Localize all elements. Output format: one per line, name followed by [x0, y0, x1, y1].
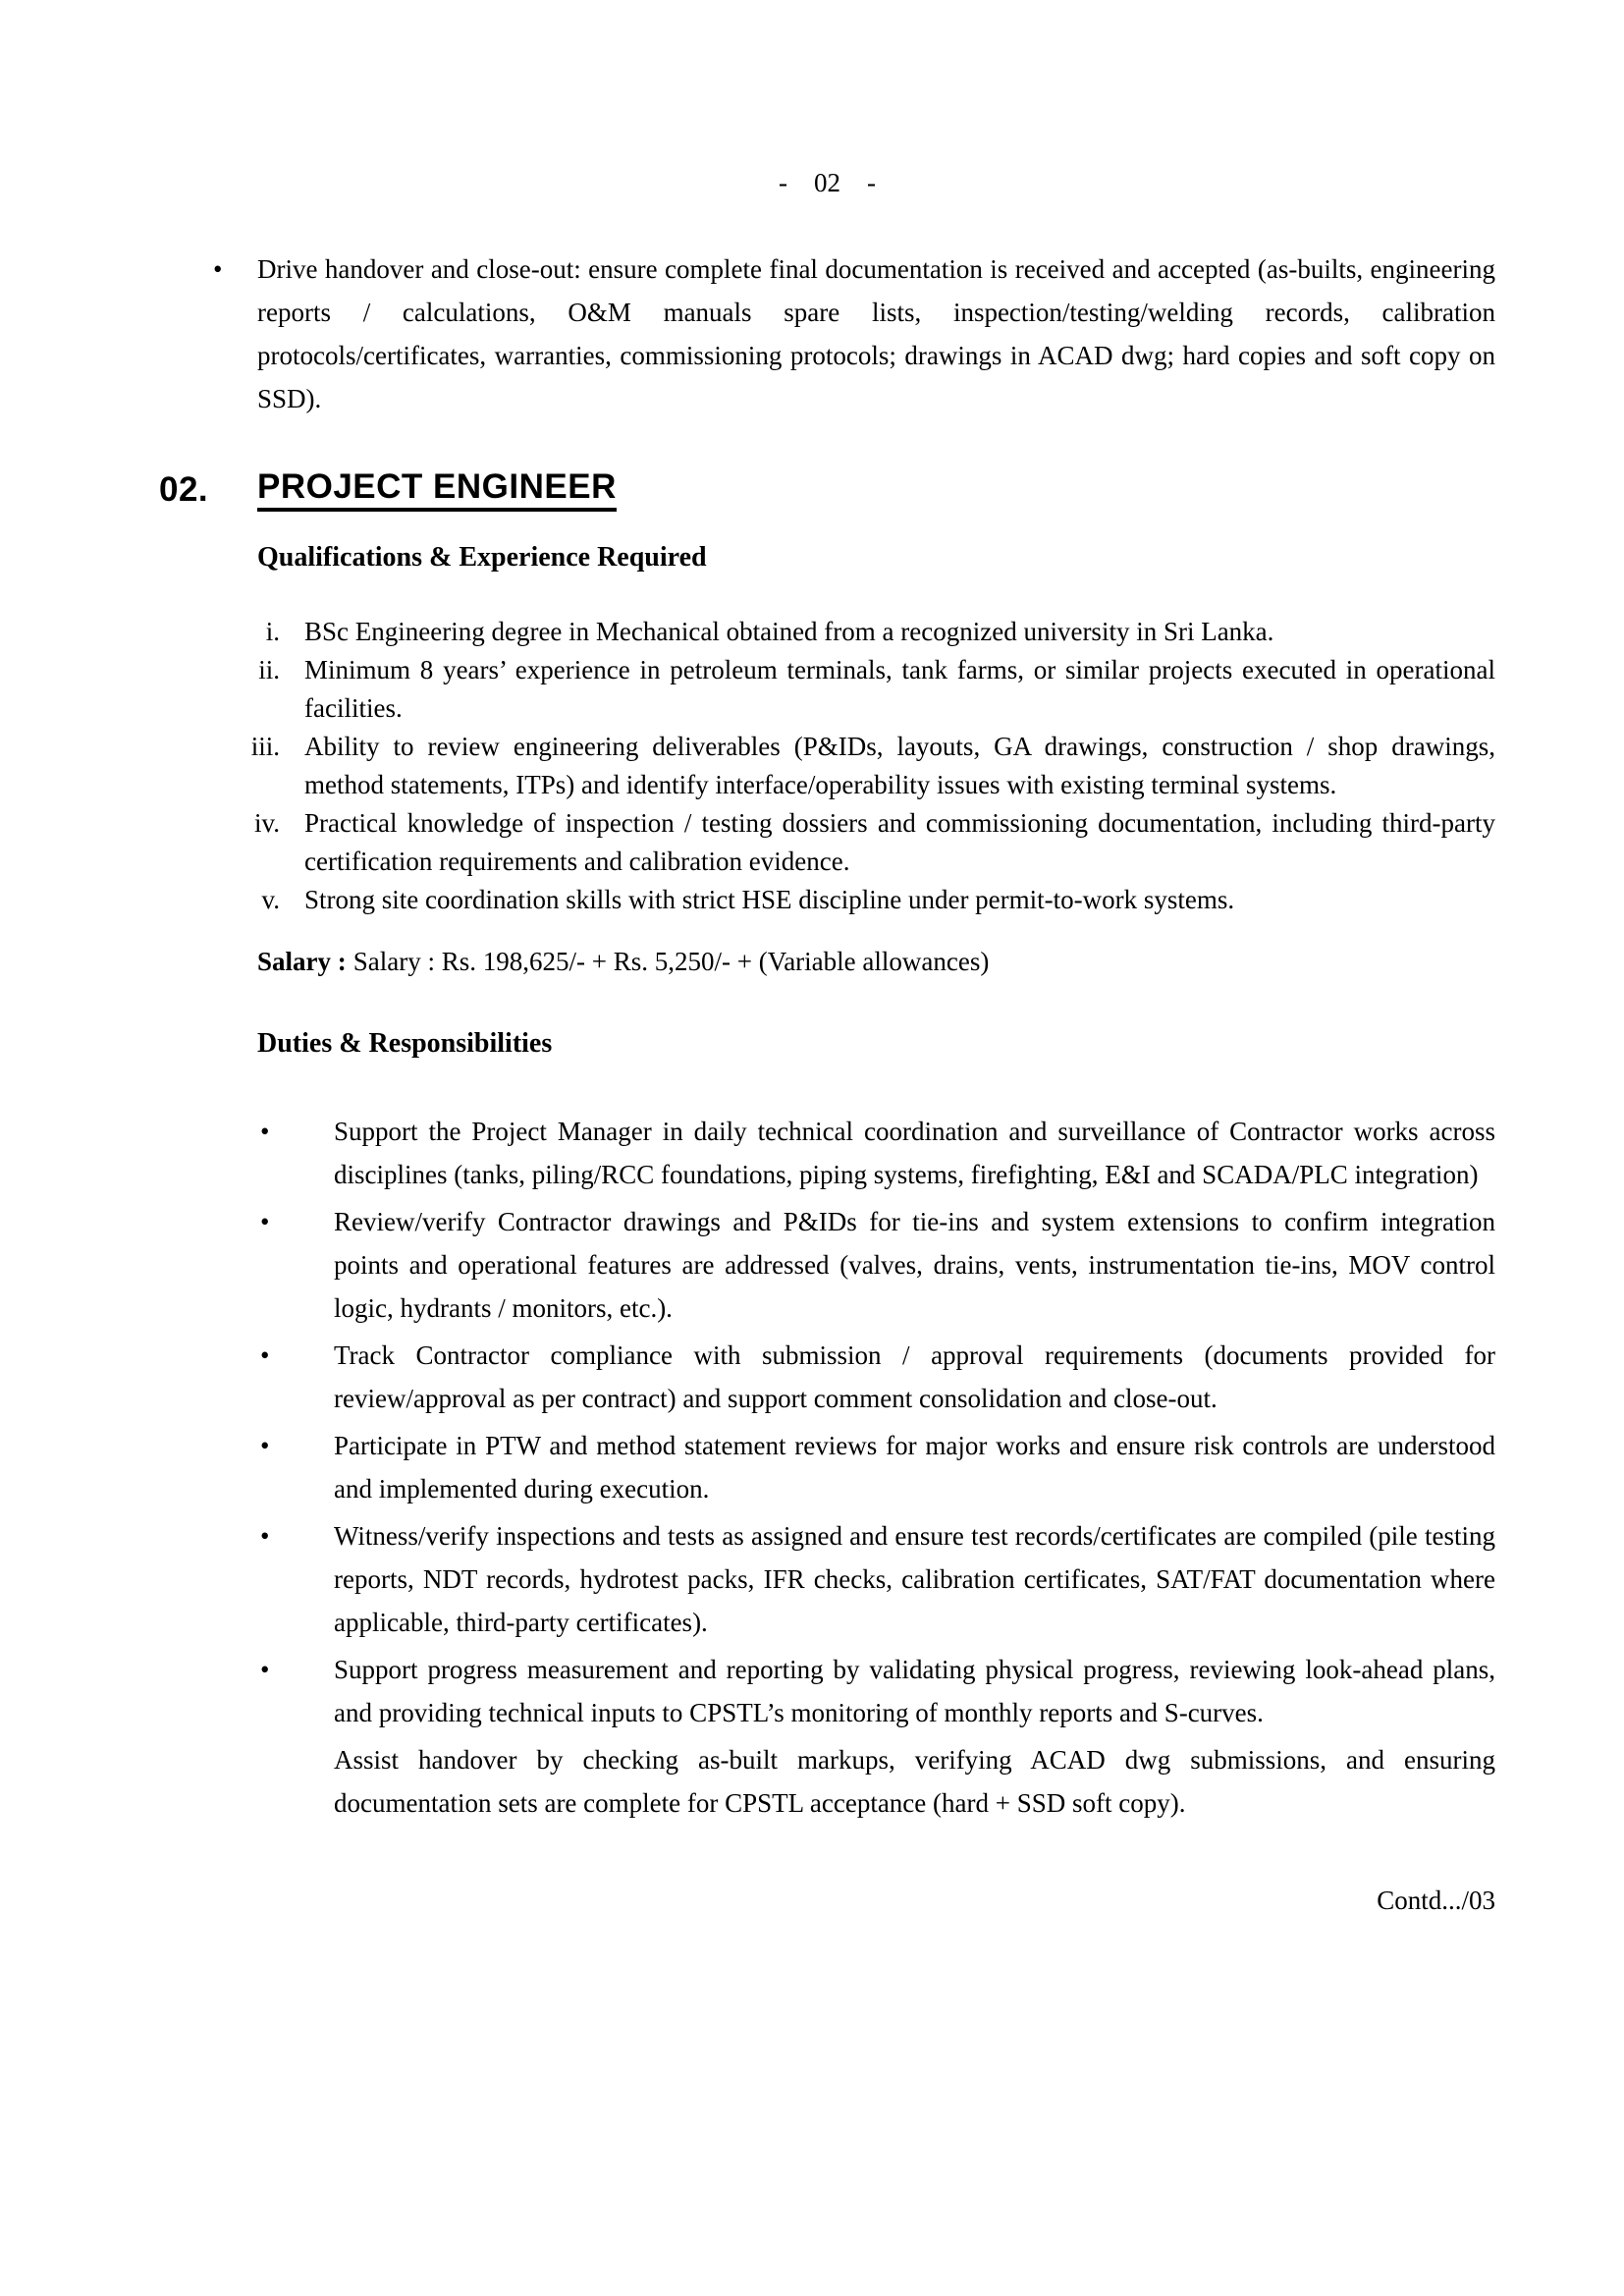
duty-item [260, 1648, 1495, 1734]
qualification-item [254, 804, 1495, 881]
bullet-icon: • [260, 1521, 270, 1551]
salary-label: Salary : [257, 947, 347, 976]
intro-list [159, 247, 1495, 420]
roman-numeral-marker: ii. [258, 655, 280, 684]
qualification-item [261, 881, 1495, 919]
duty-text: Participate in PTW and method statement reviews for major works and ensure risk controls are understood and implemented during execution. [334, 1431, 1495, 1503]
bullet-icon: • [260, 1431, 270, 1460]
qualification-text: Ability to review engineering deliverables (P&IDs, layouts, GA drawings, construction / shop drawings, method statements, ITPs) and identify interface/operability issues with existing terminal systems. [304, 732, 1495, 799]
roman-numeral-marker: iv. [254, 808, 280, 838]
qualification-text: Strong site coordination skills with strict HSE discipline under permit-to-work systems. [304, 885, 1235, 914]
duty-text: Review/verify Contractor drawings and P&IDs for tie-ins and system extensions to confirm integration points and operational features are addressed (valves, drains, vents, instrumentation tie-ins, MOV control logic, hydrants / monitors, etc.). [334, 1207, 1495, 1323]
roman-numeral-marker: v. [261, 885, 280, 914]
duty-text: Witness/verify inspections and tests as assigned and ensure test records/certificates are compiled (pile testing reports, NDT records, hydrotest packs, IFR checks, calibration certificates, SAT/FAT documentation where applicable, third-party certificates). [334, 1521, 1495, 1637]
roman-numeral-marker: i. [265, 617, 280, 646]
qualification-text: BSc Engineering degree in Mechanical obtained from a recognized university in Sri Lanka. [304, 617, 1274, 646]
duty-item [260, 1424, 1495, 1510]
section-title: PROJECT ENGINEER [257, 468, 617, 512]
bullet-icon: • [213, 254, 223, 284]
section-number: 02. [159, 470, 209, 509]
bullet-icon: • [260, 1655, 270, 1684]
continuation-note: Contd.../03 [1377, 1886, 1495, 1915]
roman-numeral-marker: iii. [250, 732, 280, 761]
intro-text: Drive handover and close-out: ensure complete final documentation is received and accepted (as-builts, engineering reports / calculations, O&M manuals spare lists, inspection/testing/welding records, calibration protocols/certificates, warranties, commissioning protocols; drawings in ACAD dwg; hard copies and soft copy on SSD). [257, 254, 1495, 413]
bullet-icon: • [260, 1340, 270, 1370]
qualifications-heading: Qualifications & Experience Required [257, 542, 707, 573]
bullet-icon: • [260, 1117, 270, 1146]
duty-item [260, 1200, 1495, 1330]
duty-item [260, 1334, 1495, 1420]
qualification-text: Practical knowledge of inspection / testing dossiers and commissioning documentation, including third-party certification requirements and calibration evidence. [304, 808, 1495, 876]
duty-text: Assist handover by checking as-built markups, verifying ACAD dwg submissions, and ensuring documentation sets are complete for CPSTL acceptance (hard + SSD soft copy). [334, 1745, 1495, 1818]
duty-item [260, 1514, 1495, 1644]
duties-list [159, 1110, 1495, 1825]
duty-text: Support progress measurement and reporting by validating physical progress, reviewing look-ahead plans, and providing technical inputs to CPSTL’s monitoring of monthly reports and S-curves. [334, 1655, 1495, 1727]
qualification-item [250, 728, 1495, 804]
salary-value: Salary : Rs. 198,625/- + Rs. 5,250/- + (Variable allowances) [352, 947, 990, 976]
section-heading [159, 468, 1495, 512]
salary-line [257, 943, 1495, 981]
duty-text: Track Contractor compliance with submission / approval requirements (documents provided for review/approval as per contract) and support comment consolidation and close-out. [334, 1340, 1495, 1413]
duty-item [334, 1738, 1495, 1825]
qualification-text: Minimum 8 years’ experience in petroleum terminals, tank farms, or similar projects executed in operational facilities. [304, 655, 1495, 723]
duty-text: Support the Project Manager in daily technical coordination and surveillance of Contractor works across disciplines (tanks, piling/RCC foundations, piping systems, firefighting, E&I and SCADA/PLC integration) [334, 1117, 1495, 1189]
qualification-item [265, 613, 1495, 651]
page-number: - 02 - [779, 168, 876, 197]
qualifications-list [159, 613, 1495, 919]
intro-bullet-item [213, 247, 1495, 420]
duty-item [260, 1110, 1495, 1196]
duties-heading: Duties & Responsibilities [257, 1028, 553, 1059]
qualification-item [258, 651, 1495, 728]
bullet-icon: • [260, 1207, 270, 1236]
